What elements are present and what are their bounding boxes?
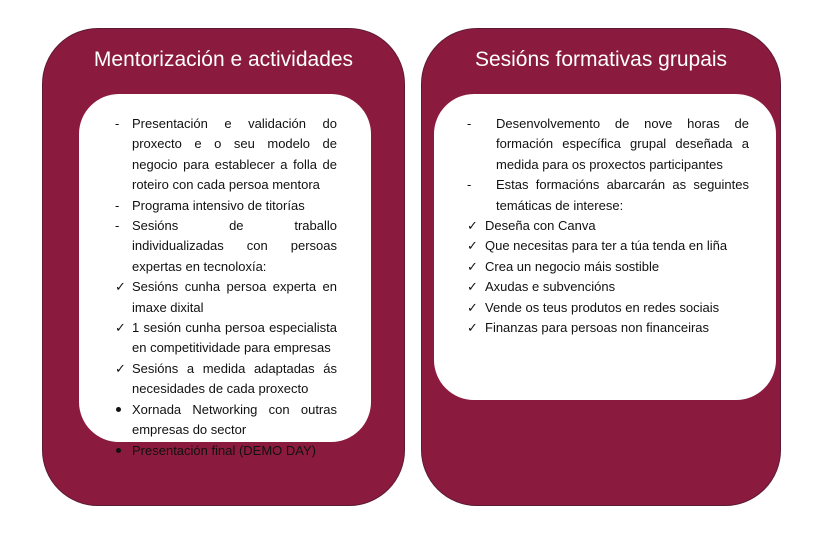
list-item: [467, 257, 749, 277]
checkmark-icon: ✓: [467, 299, 478, 315]
content-panel: [434, 94, 776, 400]
list-item-text: Presentación e validación do proxecto e o seu modelo de negocio para establecer a folla de roteiro con cada persoa mentora: [132, 116, 337, 193]
list-marker: [115, 359, 129, 379]
list-marker: [115, 196, 129, 216]
list-item: [467, 298, 749, 318]
list-item-text: 1 sesión cunha persoa especialista en competitividade para empresas: [132, 320, 337, 356]
list-marker: [115, 318, 129, 338]
list-item: [115, 400, 337, 441]
list-item: [115, 318, 337, 359]
list-item: [467, 114, 749, 175]
list-item: [115, 359, 337, 400]
list-item: [115, 216, 337, 277]
checkmark-icon: ✓: [115, 279, 126, 295]
list-item-text: Crea un negocio máis sostible: [485, 258, 660, 274]
list-item-text: Xornada Networking con outras empresas do sector: [132, 401, 337, 438]
list-marker: [467, 318, 481, 338]
list-item-text: Sesións de traballo individualizadas con persoas expertas en tecnoloxía:: [132, 218, 337, 274]
list-marker: [115, 277, 129, 297]
list-item: [115, 277, 337, 318]
list-marker: [467, 298, 481, 318]
item-list: [115, 114, 337, 461]
list-item: [467, 236, 749, 256]
checkmark-icon: ✓: [467, 238, 478, 254]
list-item-text: Presentación final (DEMO DAY): [132, 442, 316, 458]
list-item: [467, 216, 749, 236]
list-marker: [115, 216, 129, 236]
list-item-text: Sesións a medida adaptadas ás necesidades de cada proxecto: [132, 360, 337, 397]
list-item-text: Deseña con Canva: [485, 218, 596, 234]
list-item-text: Finanzas para persoas non financeiras: [485, 320, 710, 336]
list-item-text: Programa intensivo de titorías: [132, 197, 305, 213]
list-marker: [115, 441, 129, 461]
list-marker: [467, 236, 481, 256]
list-item: [115, 441, 337, 461]
list-marker: [115, 400, 129, 420]
dash-icon: -: [115, 116, 120, 131]
checkmark-icon: ✓: [115, 320, 126, 336]
list-marker: [467, 114, 481, 134]
list-item: [467, 175, 749, 216]
list-item-text: Vende os teus produtos en redes sociais: [485, 299, 720, 315]
list-marker: [467, 257, 481, 277]
list-item: [115, 114, 337, 196]
card-title: Mentorización e actividades: [93, 48, 354, 71]
list-marker: [467, 277, 481, 297]
list-item-text: Sesións cunha persoa experta en imaxe dixital: [132, 279, 337, 315]
list-item: [467, 277, 749, 297]
list-marker: [467, 175, 481, 195]
list-marker: [467, 216, 481, 236]
card-sesions-formativas: [421, 28, 781, 506]
list-item-text: Desenvolvemento de nove horas de formación específica grupal deseñada a medida para os proxectos participantes: [496, 116, 749, 172]
bullet-icon: [116, 407, 121, 412]
list-item-text: Que necesitas para ter a túa tenda en liña: [485, 238, 728, 254]
checkmark-icon: ✓: [467, 258, 478, 274]
list-item: [115, 196, 337, 216]
dash-icon: -: [467, 177, 472, 193]
dash-icon: -: [115, 218, 120, 234]
list-item-text: Estas formacións abarcarán as seguintes temáticas de interese:: [496, 177, 749, 213]
checkmark-icon: ✓: [115, 360, 126, 376]
checkmark-icon: ✓: [467, 279, 478, 295]
bullet-icon: [116, 448, 121, 453]
card-mentorizacion: [42, 28, 405, 506]
card-title: Sesións formativas grupais: [474, 48, 728, 71]
content-panel: [79, 94, 371, 458]
checkmark-icon: ✓: [467, 218, 478, 234]
list-marker: [115, 114, 129, 134]
dash-icon: -: [467, 116, 472, 131]
list-item-text: Axudas e subvencións: [485, 279, 616, 295]
list-item: [467, 318, 749, 338]
item-list: [467, 114, 749, 338]
checkmark-icon: ✓: [467, 320, 478, 336]
dash-icon: -: [115, 197, 120, 213]
